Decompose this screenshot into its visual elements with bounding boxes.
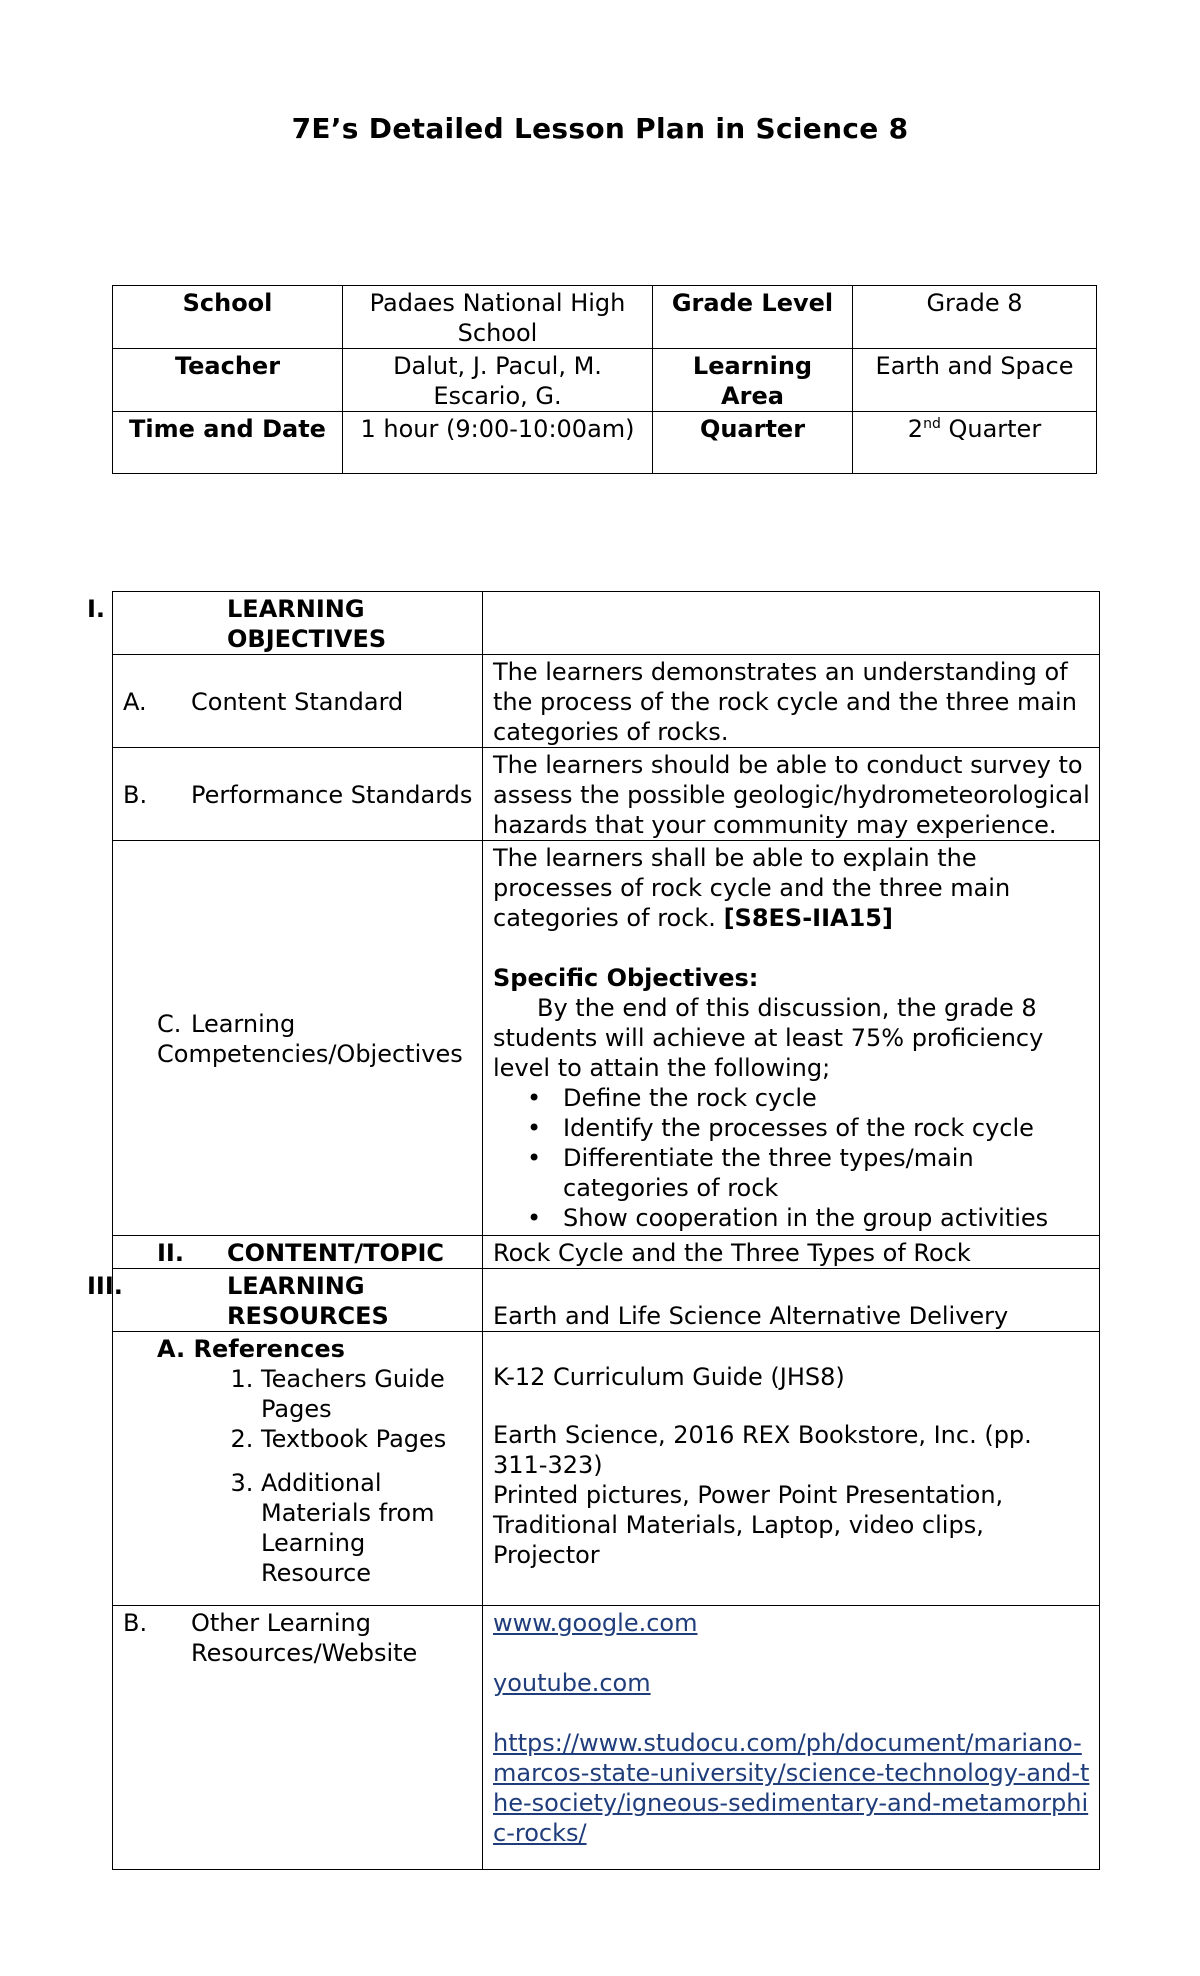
teacher-label: Teacher [113,349,343,412]
references-list [157,1364,478,1588]
reference-item: 1. Teachers Guide Pages [261,1364,478,1424]
reference-item: 2. Textbook Pages [261,1424,478,1454]
quarter-word: Quarter [940,415,1042,443]
learning-area-label: Learning Area [653,349,853,412]
references-values-cell [483,1332,1100,1606]
page-title: 7E’s Detailed Lesson Plan in Science 8 [291,112,909,145]
competencies-label: Learning Competencies/Objectives [157,1010,463,1068]
quarter-value [853,412,1097,474]
reference-item: 3. Additional Materials from Learning Resource [261,1468,478,1588]
website-link-studocu[interactable]: https://www.studocu.com/ph/document/mariano-marcos-state-university/science-technology-and-the-society/igneous-sedimentary-and-metamorphic-rocks/ [493,1729,1090,1847]
time-date-label: Time and Date [113,412,343,474]
other-resources-row [113,1606,1100,1870]
website-link-youtube[interactable]: youtube.com [493,1669,651,1697]
performance-standards-letter: B. [123,781,148,809]
school-value: Padaes National High School [343,286,653,349]
learning-resources-label-cell [87,1269,483,1332]
competencies-content [483,841,1100,1236]
references-row [113,1332,1100,1606]
objectives-number: I. [87,595,106,623]
performance-standards-label: Performance Standards [191,781,473,809]
learning-resources-label: LEARNING RESOURCES [227,1272,389,1330]
objectives-label: LEARNING OBJECTIVES [227,595,387,653]
school-label: School [113,286,343,349]
content-standard-row [113,655,1100,748]
textbook-value: Earth Science, 2016 REX Bookstore, Inc. (pp. 311-323) [493,1421,1032,1479]
additional-materials-value: Printed pictures, Power Point Presentation, Traditional Materials, Laptop, video clips, Projector [493,1481,1004,1569]
performance-standards-row [113,748,1100,841]
learning-resources-value: Earth and Life Science Alternative Delivery [483,1269,1100,1332]
teachers-guide-value: K-12 Curriculum Guide (JHS8) [493,1363,845,1391]
objectives-heading [87,592,483,655]
learning-resources-row [113,1269,1100,1332]
info-row-school [113,286,1097,349]
grade-level-value: Grade 8 [853,286,1097,349]
objective-bullet: • Differentiate the three types/main categories of rock [563,1143,1093,1203]
content-topic-number: II. [157,1239,184,1267]
competency-code: [S8ES-IIA15] [723,904,893,932]
content-topic-row [113,1236,1100,1269]
quarter-number: 2 [907,415,924,443]
grade-level-label: Grade Level [653,286,853,349]
specific-objectives-heading: Specific Objectives: [493,964,759,992]
competencies-text: The learners shall be able to explain the processes of rock cycle and the three main categories of rock. [493,844,1011,932]
competencies-label-cell [113,841,483,1236]
objectives-empty-cell [483,592,1100,655]
info-row-teacher [113,349,1097,412]
website-link-google[interactable]: www.google.com [493,1609,698,1637]
quarter-label: Quarter [653,412,853,474]
other-resources-letter: B. [123,1609,148,1637]
content-standard-label: Content Standard [191,688,404,716]
other-resources-links-cell [483,1606,1100,1870]
specific-objectives-list [493,1083,1093,1233]
learning-area-value: Earth and Space [853,349,1097,412]
content-standard-label-cell [113,655,483,748]
content-standard-text: The learners demonstrates an understanding of the process of the rock cycle and the three main categories of rocks. [483,655,1100,748]
competencies-statement [493,843,1093,933]
quarter-ordinal-suffix: nd [923,416,941,432]
specific-objectives-intro: By the end of this discussion, the grade 8 students will achieve at least 75% proficiency level to attain the following; [493,994,1044,1082]
references-heading: A. References [157,1335,345,1363]
content-topic-value: Rock Cycle and the Three Types of Rock [483,1236,1100,1269]
performance-standards-label-cell [113,748,483,841]
info-row-time [113,412,1097,474]
other-resources-label: Other Learning Resources/Website [191,1609,418,1667]
competencies-letter: C. [157,1010,182,1038]
objectives-row [113,592,1100,655]
other-resources-label-cell [113,1606,483,1870]
content-topic-label-cell [113,1236,483,1269]
objective-bullet: • Show cooperation in the group activities [563,1203,1093,1233]
objective-bullet: • Define the rock cycle [563,1083,1093,1113]
content-topic-label: CONTENT/TOPIC [227,1239,444,1267]
teacher-value: Dalut, J. Pacul, M. Escario, G. [343,349,653,412]
time-date-value: 1 hour (9:00-10:00am) [343,412,653,474]
learning-resources-number: III. [87,1272,123,1300]
info-table [112,285,1097,474]
lesson-plan-table [87,591,1100,1870]
references-label-cell [113,1332,483,1606]
competencies-row [113,841,1100,1236]
objective-bullet: • Identify the processes of the rock cycle [563,1113,1093,1143]
content-standard-letter: A. [123,688,147,716]
performance-standards-text: The learners should be able to conduct survey to assess the possible geologic/hydrometeorological hazards that your community may experience. [483,748,1100,841]
